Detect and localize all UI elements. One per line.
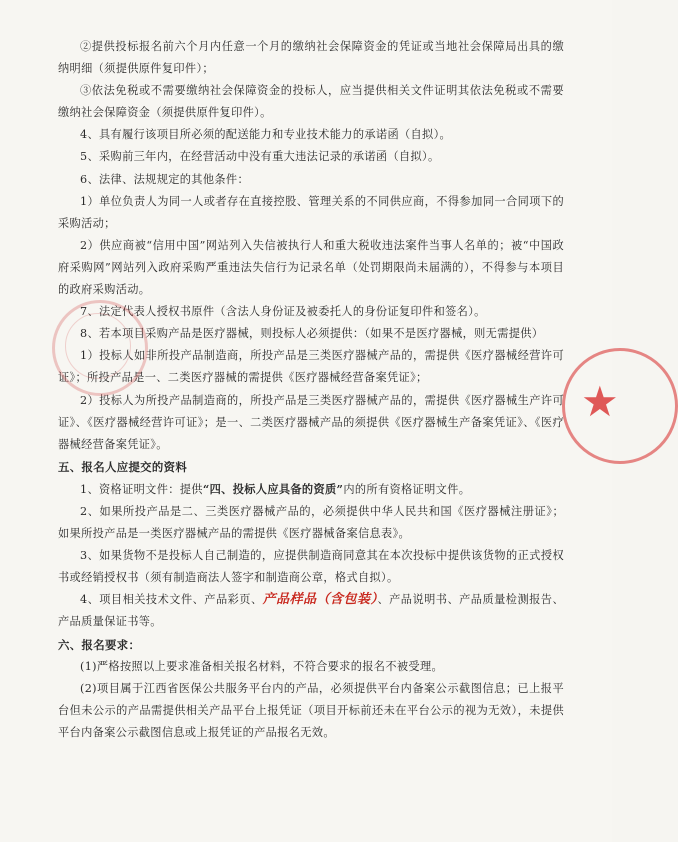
red-seal-stamp (562, 348, 678, 464)
paragraph: 3、如果货物不是投标人自己制造的，应提供制造商同意其在本次投标中提供该货物的正式授权书或经销授权书（须有制造商法人签字和制造商公章，格式自拟）。 (58, 549, 564, 585)
paragraph: 6、法律、法规规定的其他条件： (80, 172, 249, 186)
paragraph-text: 、产品说明书、产品质量检测报告、产品质量保证书等。 (58, 593, 565, 629)
paragraph (58, 589, 564, 633)
paragraph: 1）单位负责人为同一人或者存在直接控股、管理关系的不同供应商，不得参加同一合同项下的采购活动； (58, 194, 564, 230)
paragraph: 7、法定代表人授权书原件（含法人身份证及被委托人的身份证复印件和签名）。 (80, 305, 486, 319)
paragraph: 2）投标人为所投产品制造商的，所投产品是三类医疗器械产品的，需提供《医疗器械生产许可证》、《医疗器械经营许可证》；是一、二类医疗器械产品的须提供《医疗器械生产备案凭证》、《医疗器械经营备案凭证》。 (58, 393, 564, 451)
paragraph (58, 478, 564, 501)
paragraph: 4、具有履行该项目所必须的配送能力和专业技术能力的承诺函（自拟）。 (80, 128, 452, 142)
paragraph: 2、如果所投产品是二、三类医疗器械产品的，必须提供中华人民共和国《医疗器械注册证》；如果所投产品是一类医疗器械产品的需提供《医疗器械备案信息表》。 (58, 504, 564, 541)
section-heading-5: 五、报名人应提交的资料 (58, 459, 188, 474)
highlight-text: 产品样品（含包装） (262, 592, 378, 608)
paragraph: (1)严格按照以上要求准备相关报名材料，不符合要求的报名不被受理。 (80, 659, 444, 673)
paragraph-text: 4、项目相关技术文件、产品彩页、 (80, 593, 263, 607)
star-icon: ★ (581, 377, 619, 426)
seal-ring (65, 313, 131, 379)
paragraph-text: 内的所有资格证明文件。 (343, 482, 471, 496)
emphasis-text: “四、投标人应具备的资质” (202, 481, 344, 496)
paragraph: (2)项目属于江西省医保公共服务平台内的产品，必须提供平台内备案公示截图信息；已上报平台但未公示的产品需提供相关产品平台上报凭证（项目开标前还未在平台公示的视为无效），未提供平台内备案公示截图信息或上报凭证的产品报名无效。 (58, 681, 564, 739)
paragraph: ②提供投标报名前六个月内任意一个月的缴纳社会保障资金的凭证或当地社会保障局出具的缴纳明细（须提供原件复印件）； (58, 40, 564, 76)
section-heading-6: 六、报名要求： (58, 637, 141, 652)
paragraph-text: 1、资格证明文件：提供 (80, 482, 203, 496)
paragraph: 8、若本项目采购产品是医疗器械，则投标人必须提供：（如果不是医疗器械，则无需提供） (80, 327, 544, 341)
faded-seal-stamp (52, 300, 148, 396)
paragraph: ③依法免税或不需要缴纳社会保障资金的投标人，应当提供相关文件证明其依法免税或不需要缴纳社会保障资金（须提供原件复印件）。 (58, 84, 564, 120)
paragraph: 1）投标人如非所投产品制造商，所投产品是三类医疗器械产品的，需提供《医疗器械经营许可证》；所投产品是一、二类医疗器械的需提供《医疗器械经营备案凭证》； (58, 349, 564, 385)
paragraph: 5、采购前三年内，在经营活动中没有重大违法记录的承诺函（自拟）。 (80, 150, 440, 164)
paragraph: 2）供应商被“信用中国”网站列入失信被执行人和重大税收违法案件当事人名单的；被“中国政府采购网”网站列入政府采购严重违法失信行为记录名单（处罚期限尚未届满的），不得参与本项目的政府采购活动。 (58, 238, 564, 297)
